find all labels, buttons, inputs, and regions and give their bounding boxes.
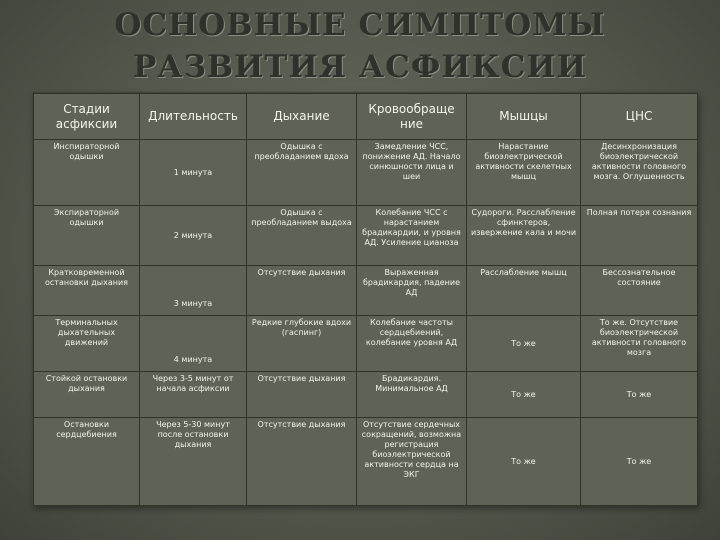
cell-muscles: Нарастание биоэлектрической активности скелетных мышц — [467, 140, 581, 206]
header-cns: ЦНС — [581, 94, 698, 140]
cell-breathing: Отсутствие дыхания — [247, 372, 357, 418]
cell-cns: То же. Отсутствие биоэлектрической активности головного мозга — [581, 316, 698, 372]
cell-cns: То же — [581, 418, 698, 506]
cell-breathing: Отсутствие дыхания — [247, 266, 357, 316]
header-stage: Стадии асфиксии — [34, 94, 140, 140]
page-title — [0, 4, 720, 88]
cell-duration: 1 минута — [140, 140, 247, 206]
cell-cns: Полная потеря сознания — [581, 206, 698, 266]
cell-muscles: То же — [467, 316, 581, 372]
cell-circulation: Колебание ЧСС с нарастанием брадикардии, и уровня АД. Усиление цианоза — [357, 206, 467, 266]
cell-muscles: То же — [467, 372, 581, 418]
cell-duration: Через 5-30 минут после остановки дыхания — [140, 418, 247, 506]
table-row — [34, 372, 698, 418]
cell-muscles: Судороги. Расслабление сфинктеров, извержение кала и мочи — [467, 206, 581, 266]
header-muscles: Мышцы — [467, 94, 581, 140]
table-header-row — [34, 94, 698, 140]
cell-circulation: Замедление ЧСС, понижение АД. Начало синюшности лица и шеи — [357, 140, 467, 206]
cell-circulation: Выраженная брадикардия, падение АД — [357, 266, 467, 316]
header-circulation: Кровообраще ние — [357, 94, 467, 140]
cell-breathing: Отсутствие дыхания — [247, 418, 357, 506]
cell-circulation: Отсутствие сердечных сокращений, возможна регистрация биоэлектрической активности сердца на ЭКГ — [357, 418, 467, 506]
cell-duration: Через 3-5 минут от начала асфиксии — [140, 372, 247, 418]
cell-breathing: Одышка с преобладанием вдоха — [247, 140, 357, 206]
table-row — [34, 206, 698, 266]
header-breathing: Дыхание — [247, 94, 357, 140]
table-row — [34, 316, 698, 372]
cell-circulation: Колебание частоты сердцебиений, колебание уровня АД — [357, 316, 467, 372]
table-row — [34, 418, 698, 506]
cell-stage: Кратковременной остановки дыхания — [34, 266, 140, 316]
cell-cns: Бессознательное состояние — [581, 266, 698, 316]
cell-duration: 4 минута — [140, 316, 247, 372]
table-row — [34, 266, 698, 316]
cell-muscles: То же — [467, 418, 581, 506]
cell-duration: 3 минута — [140, 266, 247, 316]
cell-duration: 2 минута — [140, 206, 247, 266]
symptoms-table — [33, 93, 698, 506]
cell-stage: Остановки сердцебиения — [34, 418, 140, 506]
cell-cns: Десинхронизация биоэлектрической активности головного мозга. Оглушенность — [581, 140, 698, 206]
cell-stage: Стойкой остановки дыхания — [34, 372, 140, 418]
cell-stage: Инспираторной одышки — [34, 140, 140, 206]
cell-cns: То же — [581, 372, 698, 418]
header-duration: Длительность — [140, 94, 247, 140]
cell-breathing: Одышка с преобладанием выдоха — [247, 206, 357, 266]
title-line-1: ОСНОВНЫЕ СИМПТОМЫ — [114, 7, 606, 43]
title-line-2: РАЗВИТИЯ АСФИКСИИ — [133, 49, 587, 85]
cell-breathing: Редкие глубокие вдохи (гаспинг) — [247, 316, 357, 372]
cell-circulation: Брадикардия. Минимальное АД — [357, 372, 467, 418]
cell-stage: Экспираторной одышки — [34, 206, 140, 266]
table-row — [34, 140, 698, 206]
cell-muscles: Расслабление мышц — [467, 266, 581, 316]
symptoms-table-panel — [32, 92, 698, 506]
cell-stage: Терминальных дыхательных движений — [34, 316, 140, 372]
